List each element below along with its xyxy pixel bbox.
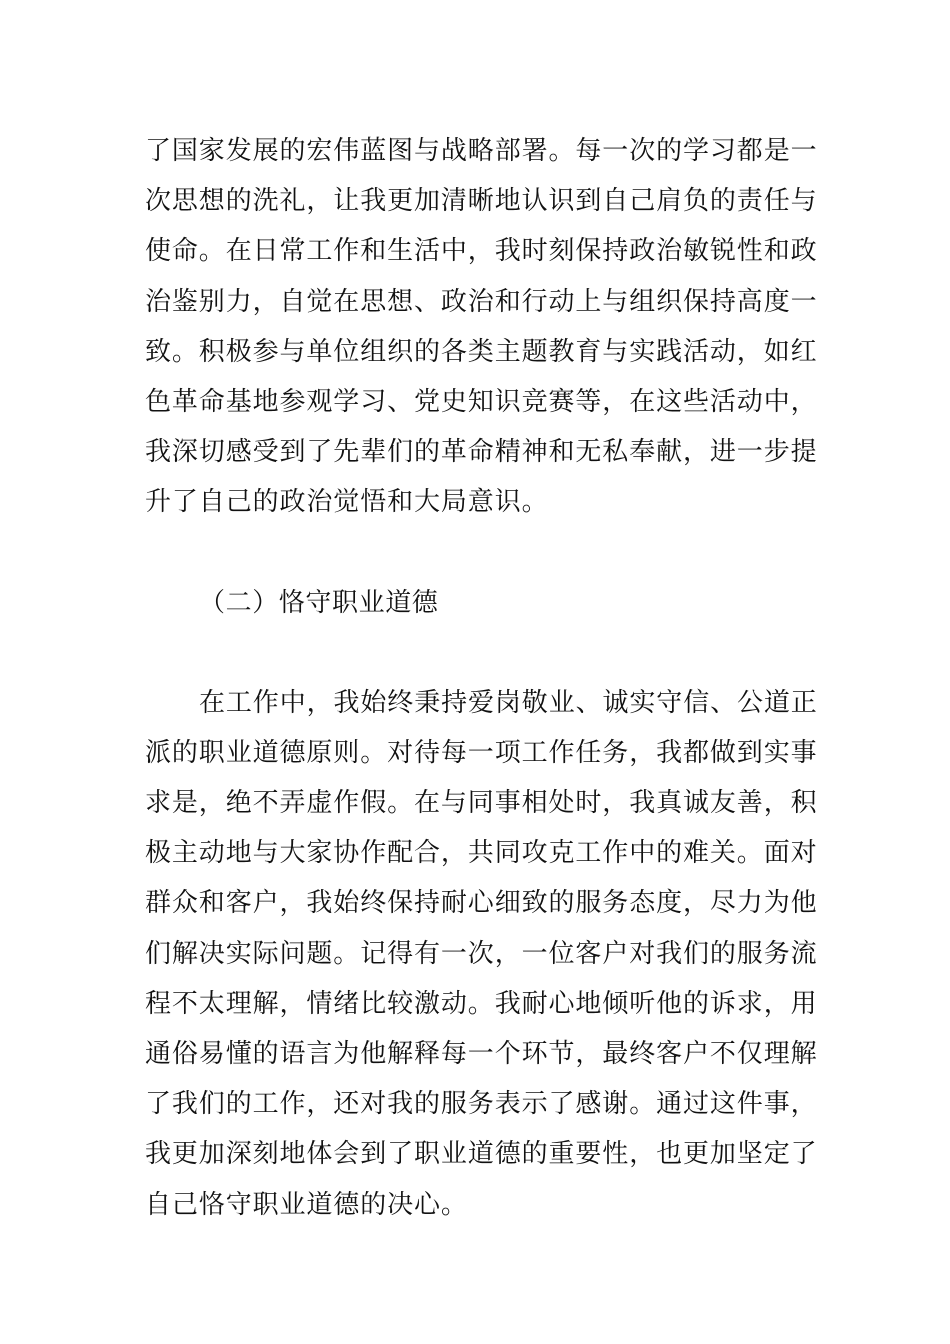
text-line: 程不太理解，情绪比较激动。我耐心地倾听他的诉求，用 [145,988,818,1019]
text-line: 了国家发展的宏伟蓝图与战略部署。每一次的学习都是一 [145,136,818,166]
text-line: 通俗易懂的语言为他解释每一个环节，最终客户不仅理解 [145,1039,818,1069]
paragraph-professional-ethics [145,678,818,1230]
paragraph-spacer [145,628,807,678]
text-line: 群众和客户，我始终保持耐心细致的服务态度，尽力为他 [145,888,818,919]
text-line: 我深切感受到了先辈们的革命精神和无私奉献，进一步提 [145,437,818,468]
text-line: 色革命基地参观学习、党史知识竞赛等，在这些活动中， [145,386,818,417]
section-heading: （二）恪守职业道德 [199,587,439,618]
text-line: 治鉴别力，自觉在思想、政治和行动上与组织保持高度一 [145,286,818,317]
text-line: 次思想的洗礼，让我更加清晰地认识到自己肩负的责任与 [145,186,818,217]
paragraph-political-study [145,126,818,528]
text-line-first-indented: 在工作中，我始终秉持爱岗敬业、诚实守信、公道正 [199,687,818,718]
text-line: 使命。在日常工作和生活中，我时刻保持政治敏锐性和政 [145,236,818,267]
document-page [145,126,818,1230]
text-line: 极主动地与大家协作配合，共同攻克工作中的难关。面对 [145,838,818,869]
text-line: 我更加深刻地体会到了职业道德的重要性，也更加坚定了 [145,1139,818,1170]
text-line: 升了自己的政治觉悟和大局意识。 [145,487,549,518]
text-line: 了我们的工作，还对我的服务表示了感谢。通过这件事， [145,1089,818,1120]
text-line: 自己恪守职业道德的决心。 [145,1189,468,1220]
text-line: 派的职业道德原则。对待每一项工作任务，我都做到实事 [145,737,818,768]
text-line: 致。积极参与单位组织的各类主题教育与实践活动，如红 [145,336,818,367]
text-line: 们解决实际问题。记得有一次，一位客户对我们的服务流 [145,938,818,969]
paragraph-spacer [145,528,807,578]
text-line: 求是，绝不弄虚作假。在与同事相处时，我真诚友善，积 [145,788,818,819]
